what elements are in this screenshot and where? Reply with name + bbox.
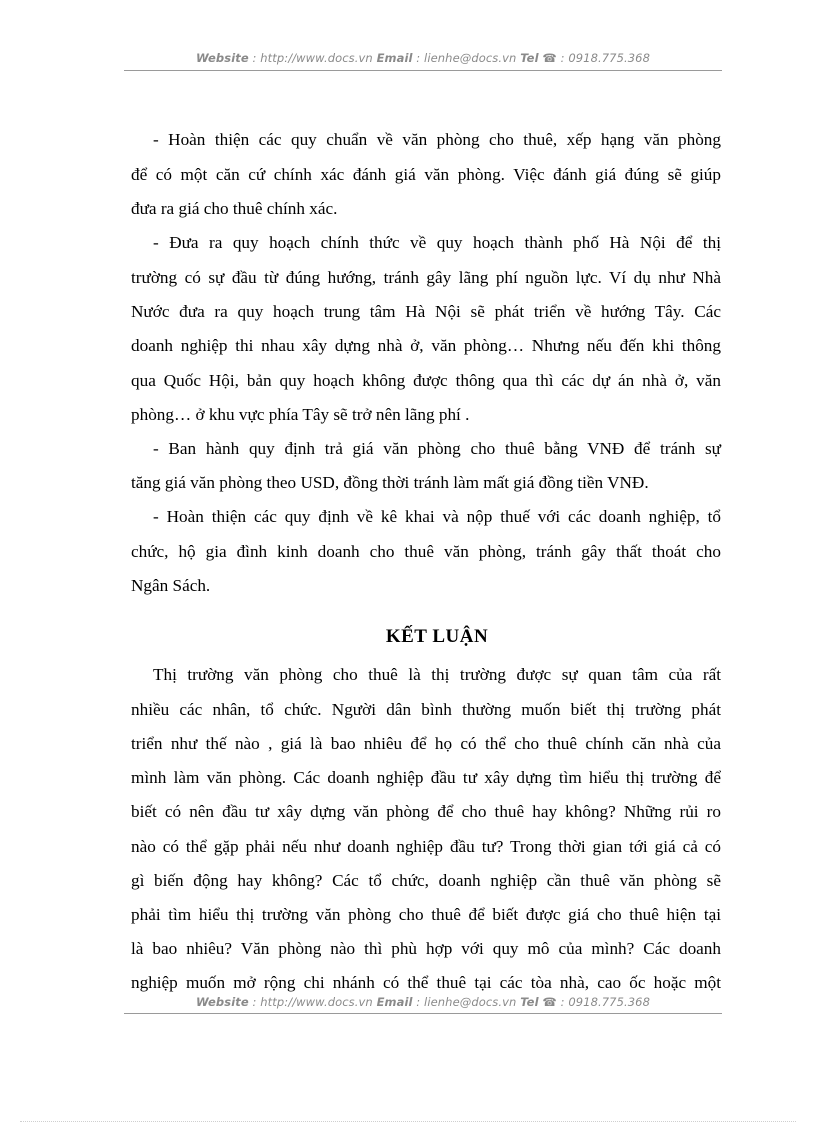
- text-line: chức, hộ gia đình kinh doanh cho thuê văn phòng, tránh gây thất thoát cho: [131, 542, 721, 561]
- conclusion-heading: KẾT LUẬN: [385, 626, 489, 647]
- page-header: [124, 51, 722, 65]
- text-line: là bao nhiêu? Văn phòng nào thì phù hợp với quy mô của mình? Các doanh: [131, 939, 721, 958]
- page-footer: [124, 995, 722, 1009]
- text-line: phòng… ở khu vực phía Tây sẽ trở nên lãng phí .: [131, 405, 470, 424]
- email-address[interactable]: : lienhe@docs.vn: [412, 51, 521, 65]
- text-line: đưa ra giá cho thuê chính xác.: [131, 199, 338, 218]
- website-label: Website: [195, 995, 249, 1009]
- text-line: để có một căn cứ chính xác đánh giá văn phòng. Việc đánh giá đúng sẽ giúp: [131, 165, 721, 184]
- text-line: phải tìm hiểu thị trường văn phòng cho thuê để biết được giá cho thuê hiện tại: [131, 905, 721, 924]
- text-line: - Ban hành quy định trả giá văn phòng cho thuê bằng VNĐ để tránh sự: [153, 439, 721, 458]
- tel-number: : 0918.775.368: [556, 995, 650, 1009]
- text-line: tăng giá văn phòng theo USD, đồng thời tránh làm mất giá đồng tiền VNĐ.: [131, 473, 649, 492]
- tel-number: : 0918.775.368: [556, 51, 650, 65]
- website-label: Website: [195, 51, 249, 65]
- text-line: nhiều các nhân, tổ chức. Người dân bình thường muốn biết thị trường phát: [131, 700, 721, 719]
- phone-icon: ☎: [542, 995, 557, 1009]
- text-line: mình làm văn phòng. Các doanh nghiệp đầu tư xây dựng tìm hiểu thị trường để: [131, 768, 721, 787]
- website-url[interactable]: : http://www.docs.vn: [248, 51, 377, 65]
- email-label: Email: [376, 995, 413, 1009]
- text-line: Nước đưa ra quy hoạch trung tâm Hà Nội sẽ phát triển về hướng Tây. Các: [131, 302, 721, 321]
- text-line: gì biến động hay không? Các tổ chức, doanh nghiệp cần thuê văn phòng sẽ: [131, 871, 721, 890]
- text-line: Ngân Sách.: [131, 576, 211, 595]
- text-line: - Hoàn thiện các quy chuẩn về văn phòng cho thuê, xếp hạng văn phòng: [153, 130, 721, 149]
- text-line: doanh nghiệp thi nhau xây dựng nhà ở, văn phòng… Nhưng nếu đến khi thông: [131, 336, 721, 355]
- email-label: Email: [376, 51, 413, 65]
- page-bottom-border: [20, 1121, 796, 1122]
- text-line: Thị trường văn phòng cho thuê là thị trường được sự quan tâm của rất: [153, 665, 721, 684]
- tel-label: Tel: [520, 51, 539, 65]
- header-divider: [124, 70, 722, 71]
- text-line: nào có thể gặp phải nếu như doanh nghiệp đầu tư? Trong thời gian tới giá cả có: [131, 837, 721, 856]
- tel-label: Tel: [520, 995, 539, 1009]
- footer-divider: [124, 1013, 722, 1014]
- text-line: triển như thế nào , giá là bao nhiêu để họ có thể cho thuê chính căn nhà của: [131, 734, 721, 753]
- text-line: biết có nên đầu tư xây dựng văn phòng để cho thuê hay không? Những rủi ro: [131, 802, 721, 821]
- text-line: - Đưa ra quy hoạch chính thức về quy hoạch thành phố Hà Nội để thị: [153, 233, 721, 252]
- text-line: - Hoàn thiện các quy định về kê khai và nộp thuế với các doanh nghiệp, tổ: [153, 507, 721, 526]
- text-line: qua Quốc Hội, bản quy hoạch không được thông qua thì các dự án nhà ở, văn: [131, 371, 721, 390]
- email-address[interactable]: : lienhe@docs.vn: [412, 995, 521, 1009]
- text-line: nghiệp muốn mở rộng chi nhánh có thể thuê tại các tòa nhà, cao ốc hoặc một: [131, 973, 721, 992]
- website-url[interactable]: : http://www.docs.vn: [248, 995, 377, 1009]
- text-line: trường có sự đầu từ đúng hướng, tránh gây lãng phí nguồn lực. Ví dụ như Nhà: [131, 268, 721, 287]
- phone-icon: ☎: [542, 51, 557, 65]
